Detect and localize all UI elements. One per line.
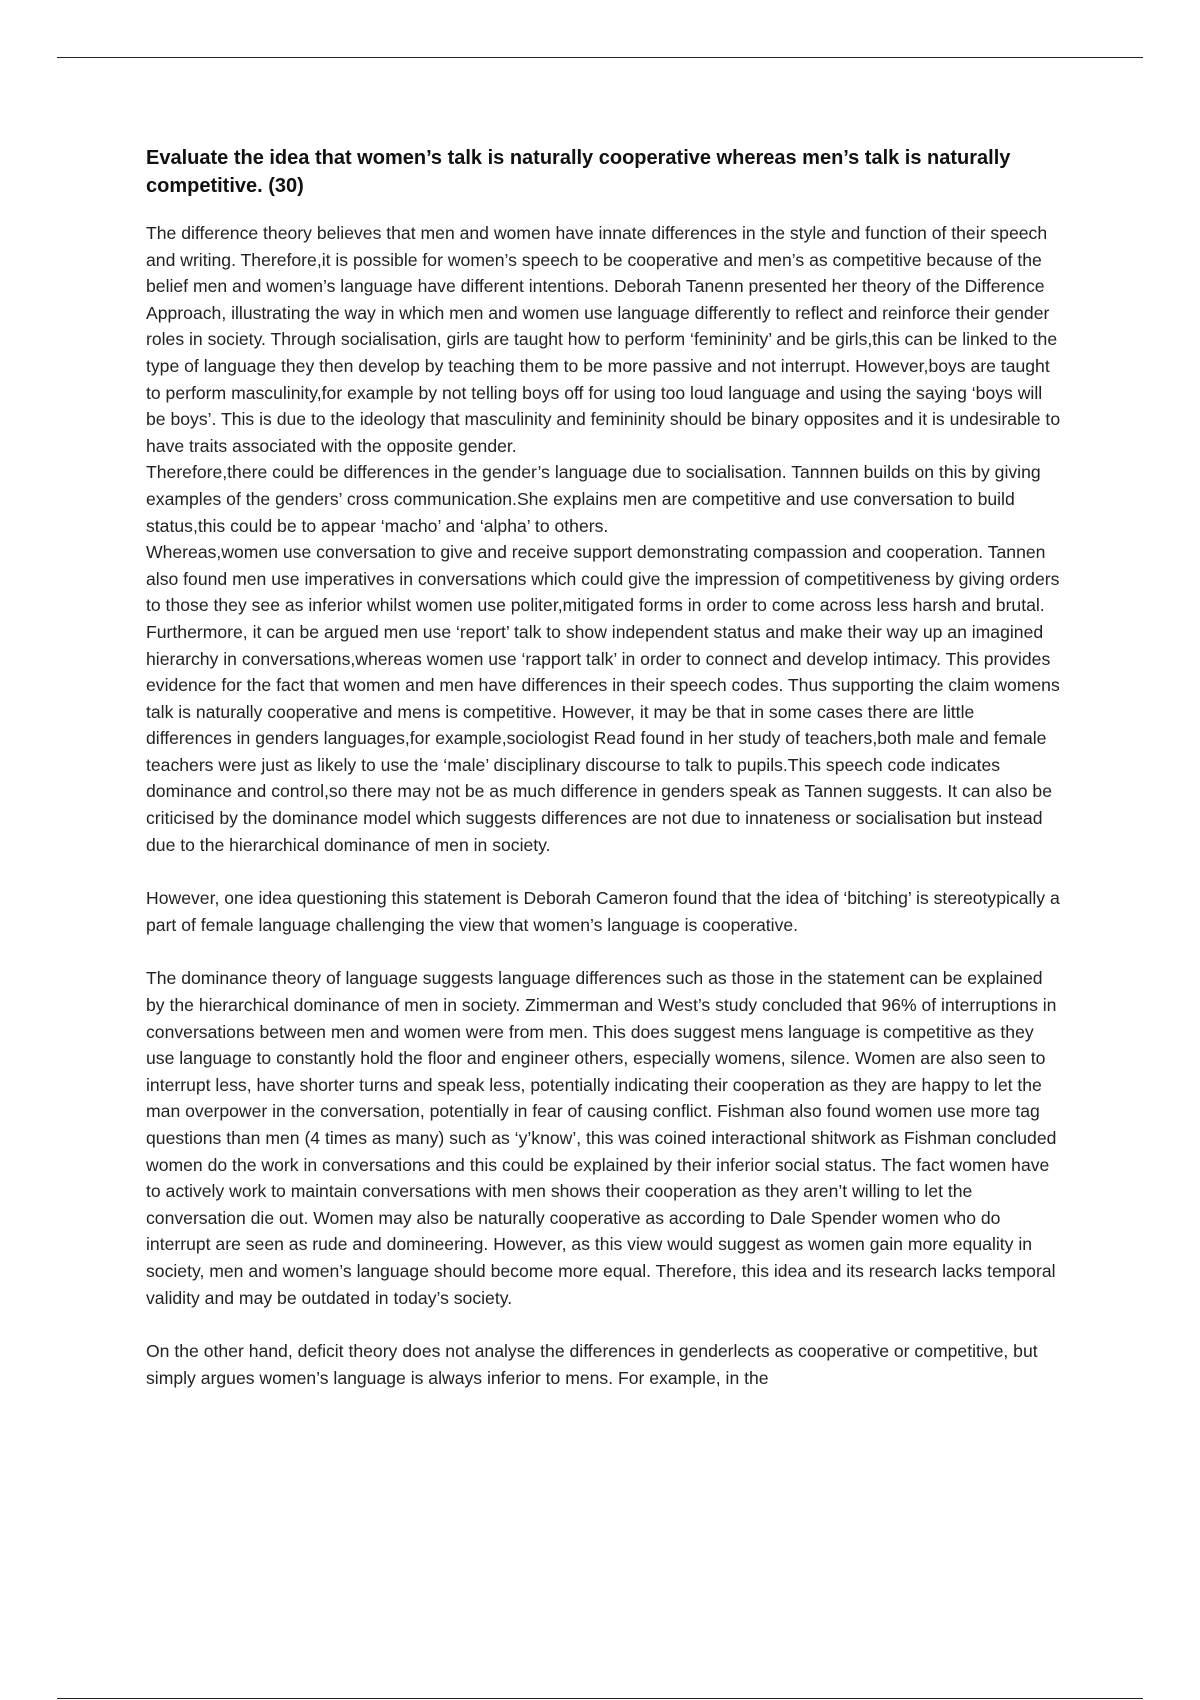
paragraph-dominance-theory: The dominance theory of language suggests language differences such as those in the statement can be explained by the hierarchical dominance of men in society. Zimmerman and West’s study concluded that 96% of interruptions in conversations between men and women were from men. This does suggest mens language is competitive as they use language to constantly hold the floor and engineer others, especially womens, silence. Women are also seen to interrupt less, have shorter turns and speak less, potentially indicating their cooperation as they are happy to let the man overpower in the conversation, potentially in fear of causing conflict. Fishman also found women use more tag questions than men (4 times as many) such as ‘y’know’, this was coined interactional shitwork as Fishman concluded women do the work in conversations and this could be explained by their inferior social status. The fact women have to actively work to maintain conversations with men shows their cooperation as they aren’t willing to let the conversation die out. Women may also be naturally cooperative as according to Dale Spender women who do interrupt are seen as rude and domineering. However, as this view would suggest as women gain more equality in society, men and women’s language should become more equal. Therefore, this idea and its research lacks temporal validity and may be outdated in today’s society. [146, 968, 1057, 1308]
top-rule [57, 57, 1143, 58]
document-body [146, 144, 1062, 1418]
paragraph-difference-theory: The difference theory believes that men and women have innate differences in the style and function of their speech and writing. Therefore,it is possible for women’s speech to be cooperative and men’s as competitive because of the belief men and women’s language have different intentions. Deborah Tanenn presented her theory of the Difference Approach, illustrating the way in which men and women use language differently to reflect and reinforce their gender roles in society. Through socialisation, girls are taught how to perform ‘femininity’ and be girls,this can be linked to the type of language they then develop by teaching them to be more passive and not interrupt. However,boys are taught to perform masculinity,for example by not telling boys off for using too loud language and using the saying ‘boys will be boys’. This is due to the ideology that masculinity and femininity should be binary opposites and it is undesirable to have traits associated with the opposite gender. Therefore,there could be differences in the gender’s language due to socialisation. Tannnen builds on this by giving examples of the genders’ cross communication.She explains men are competitive and use conversation to build status,this could be to appear ‘macho’ and ‘alpha’ to others. Whereas,women use conversation to give and receive support demonstrating compassion and cooperation. Tannen also found men use imperatives in conversations which could give the impression of competitiveness by giving orders to those they see as inferior whilst women use politer,mitigated forms in order to come across less harsh and brutal. Furthermore, it can be argued men use ‘report’ talk to show independent status and make their way up an imagined hierarchy in conversations,whereas women use ‘rapport talk’ in order to connect and develop intimacy. This provides evidence for the fact that women and men have differences in their speech codes. Thus supporting the claim womens talk is naturally cooperative and mens is competitive. However, it may be that in some cases there are little differences in genders languages,for example,sociologist Read found in her study of teachers,both male and female teachers were just as likely to use the ‘male’ disciplinary discourse to talk to pupils.This speech code indicates dominance and control,so there may not be as much difference in genders speak as Tannen suggests. It can also be criticised by the dominance model which suggests differences are not due to innateness or socialisation but instead due to the hierarchical dominance of men in society. [146, 223, 1061, 855]
essay-title: Evaluate the idea that women’s talk is naturally cooperative whereas men’s talk is naturally competitive. (30) [146, 147, 1011, 197]
paragraph-cameron: However, one idea questioning this statement is Deborah Cameron found that the idea of ‘bitching’ is stereotypically a part of female language challenging the view that women’s language is cooperative. [146, 888, 1060, 935]
paragraph-deficit-theory: On the other hand, deficit theory does not analyse the differences in genderlects as cooperative or competitive, but simply argues women’s language is always inferior to mens. For example, in the [146, 1341, 1038, 1388]
bottom-rule [57, 1698, 1143, 1699]
